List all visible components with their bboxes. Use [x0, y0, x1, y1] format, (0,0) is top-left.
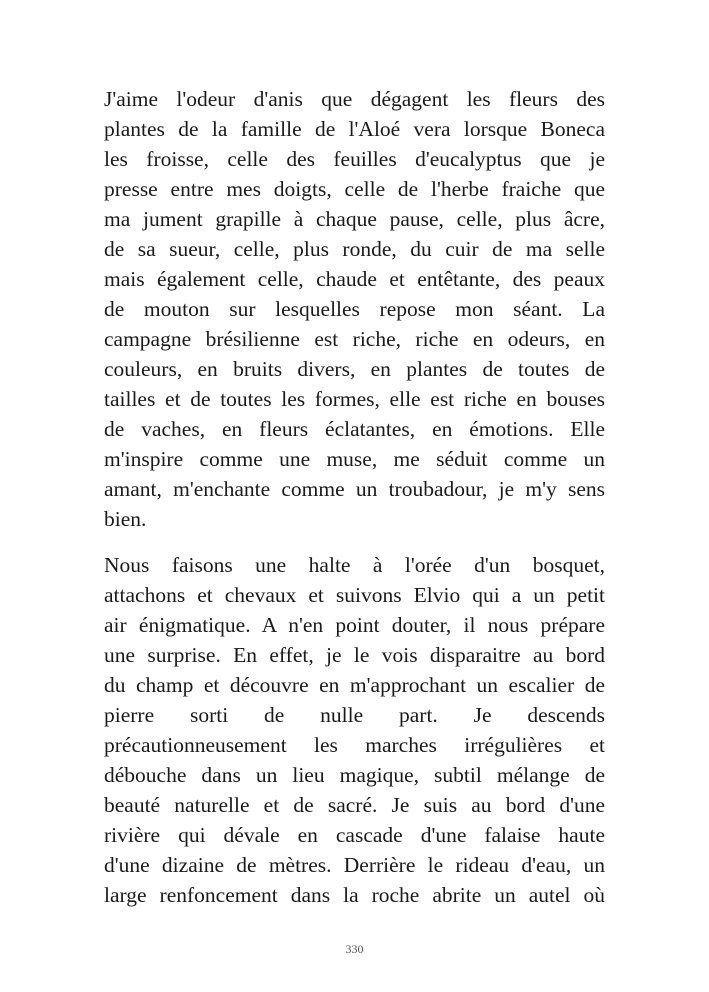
- page-body: [104, 84, 605, 910]
- text-line: de vaches, en fleurs éclatantes, en émotions. Elle: [104, 417, 605, 441]
- text-line: rivière qui dévale en cascade d'une falaise haute: [104, 823, 605, 847]
- text-line: plantes de la famille de l'Aloé vera lorsque Boneca: [104, 117, 605, 141]
- page-number: 330: [345, 942, 364, 956]
- text-line: de sa sueur, celle, plus ronde, du cuir de ma selle: [104, 237, 605, 261]
- text-line: débouche dans un lieu magique, subtil mélange de: [104, 763, 605, 787]
- text-line: de mouton sur lesquelles repose mon séant. La: [104, 297, 605, 321]
- text-line: large renfoncement dans la roche abrite un autel où: [104, 883, 605, 907]
- text-line: amant, m'enchante comme un troubadour, je m'y sens: [104, 477, 605, 501]
- text-line: pierre sorti de nulle part. Je descends: [104, 703, 605, 727]
- text-line: air énigmatique. A n'en point douter, il nous prépare: [104, 613, 605, 637]
- text-line: J'aime l'odeur d'anis que dégagent les fleurs des: [104, 87, 605, 111]
- text-line: précautionneusement les marches irrégulières et: [104, 733, 605, 757]
- text-line: tailles et de toutes les formes, elle est riche en bouses: [104, 387, 605, 411]
- text-line: attachons et chevaux et suivons Elvio qui a un petit: [104, 583, 605, 607]
- text-line: Nous faisons une halte à l'orée d'un bosquet,: [104, 553, 605, 577]
- text-line: bien.: [104, 507, 147, 531]
- text-line: m'inspire comme une muse, me séduit comme un: [104, 447, 605, 471]
- text-line: campagne brésilienne est riche, riche en odeurs, en: [104, 327, 605, 351]
- text-line: les froisse, celle des feuilles d'eucalyptus que je: [104, 147, 605, 171]
- text-line: une surprise. En effet, je le vois disparaitre au bord: [104, 643, 605, 667]
- paragraph-1: [104, 84, 605, 534]
- text-line: d'une dizaine de mètres. Derrière le rideau d'eau, un: [104, 853, 605, 877]
- text-line: mais également celle, chaude et entêtante, des peaux: [104, 267, 605, 291]
- text-line: presse entre mes doigts, celle de l'herbe fraiche que: [104, 177, 605, 201]
- text-line: beauté naturelle et de sacré. Je suis au bord d'une: [104, 793, 605, 817]
- paragraph-2: [104, 550, 605, 910]
- text-line: ma jument grapille à chaque pause, celle, plus âcre,: [104, 207, 605, 231]
- text-line: couleurs, en bruits divers, en plantes de toutes de: [104, 357, 605, 381]
- text-line: du champ et découvre en m'approchant un escalier de: [104, 673, 605, 697]
